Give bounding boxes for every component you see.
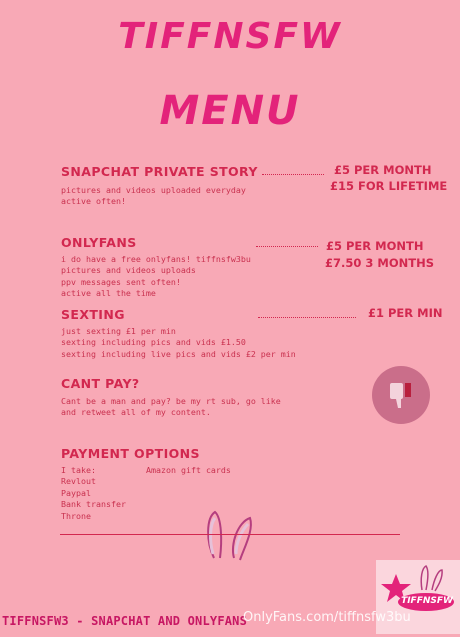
snapchat-leader-dots — [262, 174, 324, 175]
sexting-line: sexting including live pics and vids £2 per min — [61, 348, 296, 359]
title-line-1: TIFFNSFW — [118, 16, 342, 57]
watermark-text: OnlyFans.com/tiffnsfw3bu — [243, 610, 411, 625]
footer-divider — [60, 534, 400, 535]
cantpay-heading: CANT PAY? — [61, 376, 140, 391]
onlyfans-heading: ONLYFANS — [61, 235, 137, 250]
title-line-2: MENU — [159, 88, 301, 134]
sexting-details — [61, 326, 296, 360]
snapchat-line: active often! — [61, 196, 126, 207]
payment-methods — [61, 465, 126, 522]
payment-method: Bank transfer — [61, 499, 126, 510]
cantpay-line: and retweet all of my content. — [61, 407, 211, 418]
logo-text: TIFFNSFW — [401, 596, 453, 606]
payment-method: Throne — [61, 510, 91, 521]
cantpay-details — [61, 396, 281, 419]
onlyfans-price-month: £5 PER MONTH — [326, 239, 424, 253]
sexting-line: sexting including pics and vids £1.50 — [61, 337, 246, 348]
onlyfans-leader-dots — [256, 246, 318, 247]
snapchat-heading: SNAPCHAT PRIVATE STORY — [61, 164, 258, 179]
snapchat-price-lifetime: £15 FOR LIFETIME — [330, 179, 448, 193]
onlyfans-line: ppv messages sent often! — [61, 276, 181, 287]
cantpay-line: Cant be a man and pay? be my rt sub, go like — [61, 396, 281, 406]
sexting-line: just sexting £1 per min — [61, 326, 176, 336]
bunny-ears-icon — [200, 506, 264, 566]
sexting-price: £1 PER MIN — [368, 306, 443, 320]
payment-method: Paypal — [61, 487, 91, 498]
payment-method: I take: — [61, 465, 96, 475]
sexting-heading: SEXTING — [61, 307, 125, 322]
payment-heading: PAYMENT OPTIONS — [61, 446, 200, 461]
onlyfans-price-3months: £7.50 3 MONTHS — [325, 256, 434, 270]
onlyfans-line: pictures and videos uploads — [61, 265, 196, 276]
payment-amazon: Amazon gift cards — [146, 465, 231, 475]
thumbs-down-icon — [372, 366, 430, 424]
footer-text: TIFFNSFW3 - SNAPCHAT AND ONLYFANS — [2, 614, 248, 628]
payment-method: Revlout — [61, 476, 96, 487]
onlyfans-line: active all the time — [61, 288, 156, 299]
onlyfans-line: i do have a free onlyfans! tiffnsfw3bu — [61, 254, 251, 264]
snapchat-line: pictures and videos uploaded everyday — [61, 185, 246, 195]
sexting-leader-dots — [258, 317, 356, 318]
onlyfans-details — [61, 254, 251, 300]
snapchat-details — [61, 185, 246, 208]
snapchat-price-month: £5 PER MONTH — [334, 163, 432, 177]
